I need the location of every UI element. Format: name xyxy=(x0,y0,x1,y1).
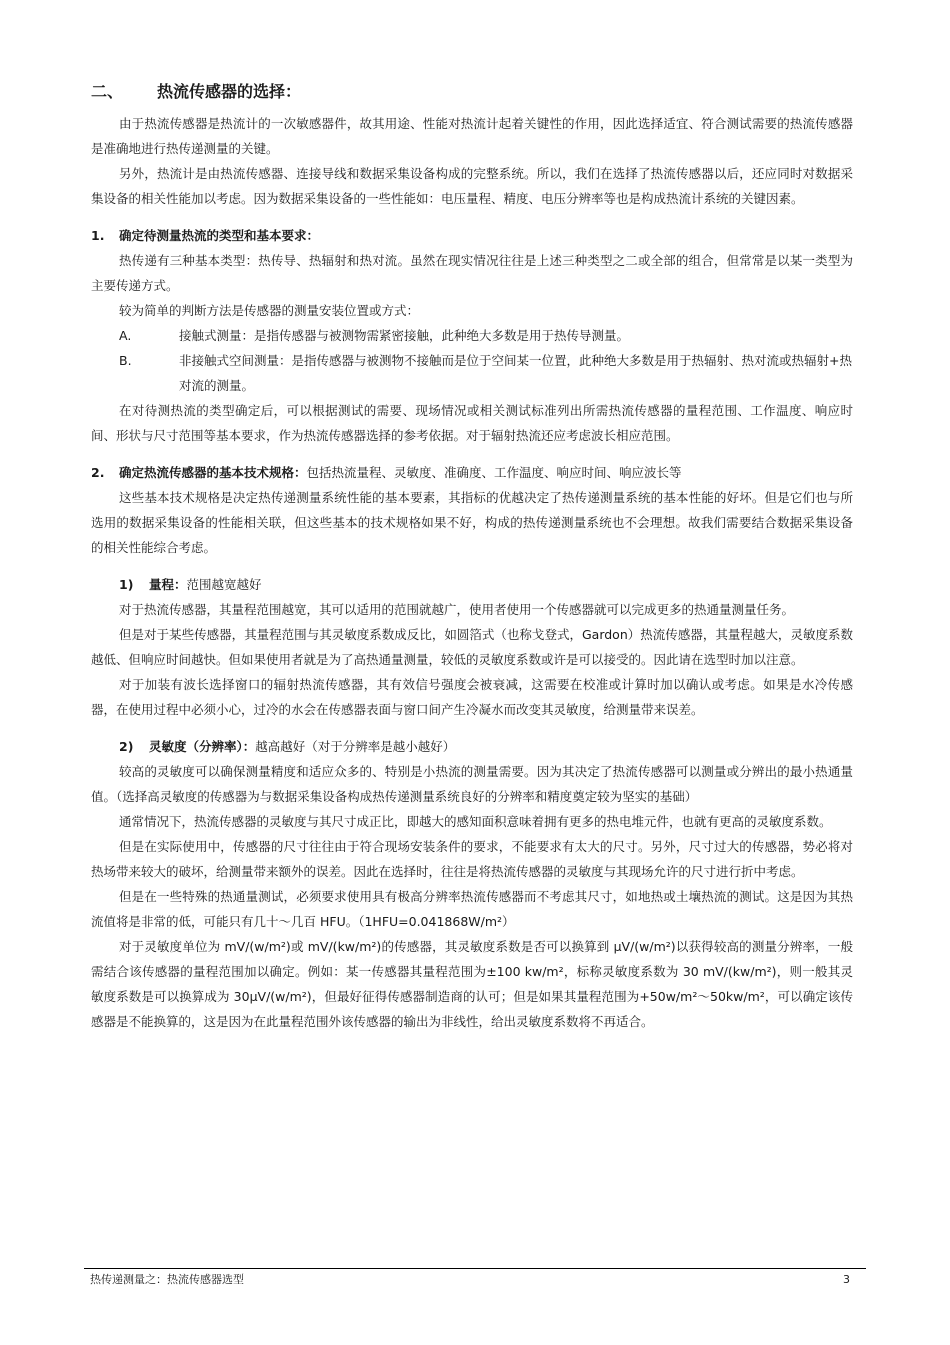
item-number: 2) xyxy=(119,739,134,754)
footer-divider xyxy=(84,1268,866,1269)
footer-title: 热传递测量之：热流传感器选型 xyxy=(90,1273,244,1286)
item-label: 灵敏度（分辨率）： xyxy=(149,739,256,754)
paragraph: 较为简单的判断方法是传感器的测量安装位置或方式： xyxy=(119,303,420,318)
paragraph: 热传递有三种基本类型：热传导、热辐射和热对流。虽然在现实情况往往是上述三种类型之二或全部的组合，但常常是以某一类型为主要传递方式。 xyxy=(91,253,853,293)
list-item-text: 接触式测量：是指传感器与被测物需紧密接触，此种绝大多数是用于热传导测量。 xyxy=(179,328,630,343)
subsection-title: 确定热流传感器的基本技术规格： xyxy=(119,465,307,480)
subsection-heading xyxy=(91,223,853,248)
paragraph: 对于灵敏度单位为 mV/(w/m²)或 mV/(kw/m²)的传感器，其灵敏度系数是否可以换算到 μV/(w/m²)以获得较高的测量分辨率，一般需结合该传感器的量程范围加以确定。例如：某一传感器其量程范围为±100 kw/m²，标称灵敏度系数为 30 mV/(kw/m²)，则一般其灵敏度系数是可以换算成为 30μV/(w/m²)，但最好征得传感器制造商的认可；但是如果其量程范围为+50w/m²～50kw/m²，可以确定该传感器是不能换算的，这是因为在此量程范围外该传感器的输出为非线性，给出灵敏度系数将不再适合。 xyxy=(91,939,853,1029)
paragraph: 较高的灵敏度可以确保测量精度和适应众多的、特别是小热流的测量需要。因为其决定了热流传感器可以测量或分辨出的最小热通量值。（选择高灵敏度的传感器为与数据采集设备构成热传递测量系统良好的分辨率和精度奠定较为坚实的基础） xyxy=(91,764,853,804)
paragraph: 另外，热流计是由热流传感器、连接导线和数据采集设备构成的完整系统。所以，我们在选择了热流传感器以后，还应同时对数据采集设备的相关性能加以考虑。因为数据采集设备的一些性能如：电压量程、精度、电压分辨率等也是构成热流计系统的关键因素。 xyxy=(91,166,853,206)
page-number: 3 xyxy=(843,1273,850,1286)
paragraph: 对于加装有波长选择窗口的辐射热流传感器，其有效信号强度会被衰减，这需要在校准或计算时加以确认或考虑。如果是水冷传感器，在使用过程中必须小心，过冷的水会在传感器表面与窗口间产生冷凝水而改变其灵敏度，给测量带来误差。 xyxy=(91,677,853,717)
paragraph: 通常情况下，热流传感器的灵敏度与其尺寸成正比，即越大的感知面积意味着拥有更多的热电堆元件，也就有更高的灵敏度系数。 xyxy=(119,814,832,829)
list-item xyxy=(119,323,853,348)
item-subtitle: 范围越宽越好 xyxy=(186,577,262,592)
paragraph: 在对待测热流的类型确定后，可以根据测试的需要、现场情况或相关测试标准列出所需热流传感器的量程范围、工作温度、响应时间、形状与尺寸范围等基本要求，作为热流传感器选择的参考依据。对于辐射热流还应考虑波长相应范围。 xyxy=(91,403,853,443)
subsection-heading xyxy=(91,460,853,485)
paragraph: 对于热流传感器，其量程范围越宽，其可以适用的范围就越广，使用者使用一个传感器就可以完成更多的热通量测量任务。 xyxy=(119,602,795,617)
paragraph: 但是在一些特殊的热通量测试，必须要求使用具有极高分辨率热流传感器而不考虑其尺寸，如地热或土壤热流的测试。这是因为其热流值将是非常的低，可能只有几十～几百 HFU。（1HFU=0.041868W/m²） xyxy=(91,889,853,929)
section-heading xyxy=(91,80,853,104)
section-title: 热流传感器的选择： xyxy=(157,82,302,101)
subsection-number: 1. xyxy=(91,228,105,243)
item-number: 1) xyxy=(119,577,134,592)
list-item-text: 非接触式空间测量：是指传感器与被测物不接触而是位于空间某一位置，此种绝大多数是用于热辐射、热对流或热辐射+热对流的测量。 xyxy=(179,353,852,393)
paragraph: 但是在实际使用中，传感器的尺寸往往由于符合现场安装条件的要求，不能要求有太大的尺寸。另外，尺寸过大的传感器，势必将对热场带来较大的破坏，给测量带来额外的误差。因此在选择时，往往是将热流传感器的灵敏度与其现场允许的尺寸进行折中考虑。 xyxy=(91,839,853,879)
page-content xyxy=(91,80,853,1034)
list-marker: B. xyxy=(119,353,132,368)
paragraph: 由于热流传感器是热流计的一次敏感器件，故其用途、性能对热流计起着关键性的作用，因此选择适宜、符合测试需要的热流传感器是准确地进行热传递测量的关键。 xyxy=(91,116,853,156)
measurement-type-list xyxy=(91,323,853,398)
paragraph: 这些基本技术规格是决定热传递测量系统性能的基本要素，其指标的优越决定了热传递测量系统的基本性能的好坏。但是它们也与所选用的数据采集设备的性能相关联，但这些基本的技术规格如果不好，构成的热传递测量系统也不会理想。故我们需要结合数据采集设备的相关性能综合考虑。 xyxy=(91,490,853,555)
subsection-number: 2. xyxy=(91,465,105,480)
item-heading xyxy=(119,734,853,759)
list-marker: A. xyxy=(119,328,132,343)
item-label: 量程： xyxy=(149,577,187,592)
subsection-title: 确定待测量热流的类型和基本要求： xyxy=(119,228,320,243)
paragraph: 但是对于某些传感器，其量程范围与其灵敏度系数成反比，如圆箔式（也称戈登式，Gardon）热流传感器，其量程越大，灵敏度系数越低、但响应时间越快。但如果使用者就是为了高热通量测量，较低的灵敏度系数或许是可以接受的。因此请在选型时加以注意。 xyxy=(91,627,853,667)
item-subtitle: 越高越好（对于分辨率是越小越好） xyxy=(255,739,456,754)
list-item xyxy=(119,348,853,398)
subsection-subtitle: 包括热流量程、灵敏度、准确度、工作温度、响应时间、响应波长等 xyxy=(306,465,682,480)
item-heading xyxy=(119,572,853,597)
section-number: 二、 xyxy=(91,82,124,101)
